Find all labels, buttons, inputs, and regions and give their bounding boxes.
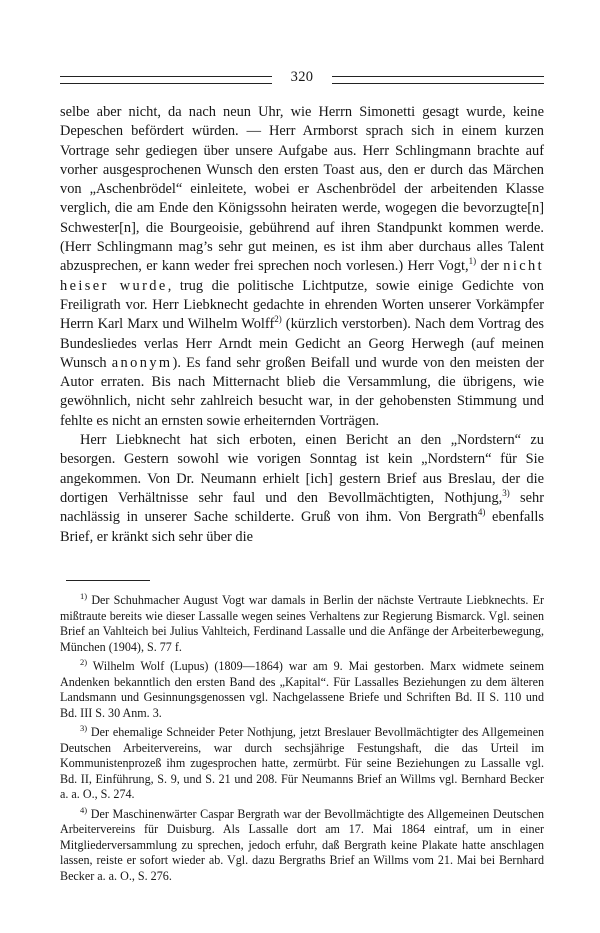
footnote-ref-3: 3) <box>502 488 510 499</box>
header-rule-right <box>332 76 544 84</box>
footnote-mark: 3) <box>80 722 88 733</box>
footnote-mark: 1) <box>80 590 88 601</box>
footnote-separator <box>66 580 150 581</box>
footnote-text: Wilhelm Wolf (Lupus) (1809—1864) war am 9. Mai gestorben. Marx widmete seinem Andenken bekanntlich den ersten Band des „Kapital“. Für Lassalles Beziehungen zu dem älteren Landsmann und Gesinnungsgenossen vgl. Nachgelassene Briefe und Schriften Bd. II S. 110 und Bd. III S. 30 Anm. 3. <box>60 658 544 720</box>
footnote-text: Der Schuhmacher August Vogt war damals in Berlin der nächste Vertraute Liebknechts. Er mißtraute bereits wie dieser Lassalle wegen seines Verhaltens zur Regierung Bismarck. Vgl. seinen Brief an Vahlteich bei Julius Vahlteich, Ferdinand Lassalle und die Anfänge der Arbeiterbewegung, München (1904), S. 77 f. <box>60 593 544 654</box>
paragraph-1 <box>60 103 544 431</box>
footnote-text: Der Maschinenwärter Caspar Bergrath war der Bevollmächtigte des Allgemeinen Deutschen Arbeitervereins für Duisburg. Als Lassalle dort am 17. Mai 1864 eintraf, um in einer Mitgliederversammlung zu sprechen, jedoch erfuhr, daß Bergrath keine Plakate hatte anschlagen lassen, reiste er sofort wieder ab. Vgl. dazu Bergraths Brief an Willms vom 21. Mai bei Bernhard Becker a. a. O., S. 276. <box>60 806 544 883</box>
emphasized-text: anonym <box>111 354 173 371</box>
footnote-ref-4: 4) <box>477 507 486 518</box>
text-segment: Herr Liebknecht hat sich erboten, einen Bericht an den „Nordstern“ zu besorgen. Gestern sowohl wie vorigen Sonntag ist kein „Nordstern“ für Sie angekommen. Von Dr. Neumann erhielt [ich] gestern Brief aus Breslau, der die dortigen Verhältnisse sehr faul und den Bevollmächtigten, Nothjung, <box>60 432 544 506</box>
emphasized-text: nicht heiser wurde <box>60 258 544 294</box>
text-segment: ebenfalls Brief, er kränkt sich sehr über die <box>60 509 544 545</box>
footnote-4 <box>60 804 544 885</box>
text-segment: , trug die politische Lichtputze, sowie einige Gedichte von Freiligrath vor. Herr Liebknecht gedachte in ehrenden Worten unserer Vorkämpfer Herrn Karl Marx und Wilhelm Wolff <box>60 277 544 333</box>
footnotes <box>60 590 544 888</box>
text-segment: (kürzlich verstorben). Nach dem Vortrag des Bundesliedes verlas Herr Arndt mein Gedicht an Georg Herwegh (auf meinen Wunsch <box>60 316 544 371</box>
footnote-mark: 4) <box>80 804 88 815</box>
body-text <box>60 103 544 547</box>
text-segment: selbe aber nicht, da nach neun Uhr, wie Herrn Simonetti gesagt wurde, keine Depeschen befördert würden. — Herr Armborst sprach sich in einem kurzen Vortrage sehr gediegen über unsere Aufgabe aus. Herr Schlingmann brachte auf vorher ausgesprochenen Wunsch den ersten Toast aus, den er durch das Märchen von „Aschenbrödel“ einleitete, wobei er Aschenbrödel der arbeitenden Klasse verglich, die am Ende den Königssohn heiraten werde, wogegen die bevorzugte[n] Schwester[n], die Bourgeoisie, gebührend auf ihren Standpunkt kommen werde. (Herr Schlingmann mag’s sehr gut meinen, es ist ihm aber durchaus alles Talent abzusprechen, er kann weder frei sprechen noch vorlesen.) Herr Vogt, <box>60 104 544 275</box>
text-segment: der <box>476 258 504 275</box>
footnote-text: Der ehemalige Schneider Peter Nothjung, jetzt Breslauer Bevollmächtigter des Allgemeinen Deutschen Arbeitervereins, war durch sechsjährige Festungshaft, die das Urteil im Kommunistenprozeß ihm zugesprochen hatte, zermürbt. Für seine Beziehungen zu Lassalle vgl. Bd. II, Einführung, S. 9, und S. 21 und 208. Für Neumanns Brief an Willms vgl. Bernhard Becker a. a. O., S. 274. <box>60 724 544 802</box>
text-segment: sehr nachlässig in unserer Sache schilderte. Gruß von ihm. Von Bergrath <box>60 489 544 526</box>
page-header <box>60 69 544 88</box>
footnote-1 <box>60 590 544 655</box>
footnote-2 <box>60 656 544 721</box>
paragraph-2 <box>60 431 544 547</box>
footnote-ref-1: 1) <box>468 256 477 267</box>
footnote-3 <box>60 722 544 803</box>
page-number: 320 <box>290 69 314 85</box>
footnote-mark: 2) <box>80 656 88 667</box>
text-segment: ). Es fand sehr großen Beifall und wurde von den meisten der Autor erraten. Bis nach Mitternacht blieb die Versammlung, die übrigens, wie gewöhnlich, nicht sehr zahlreich besucht war, in der gehobensten Stimmung und fehlte es nicht an ernsten sowie erheiternden Vorträgen. <box>60 354 544 429</box>
footnote-ref-2: 2) <box>274 314 282 325</box>
